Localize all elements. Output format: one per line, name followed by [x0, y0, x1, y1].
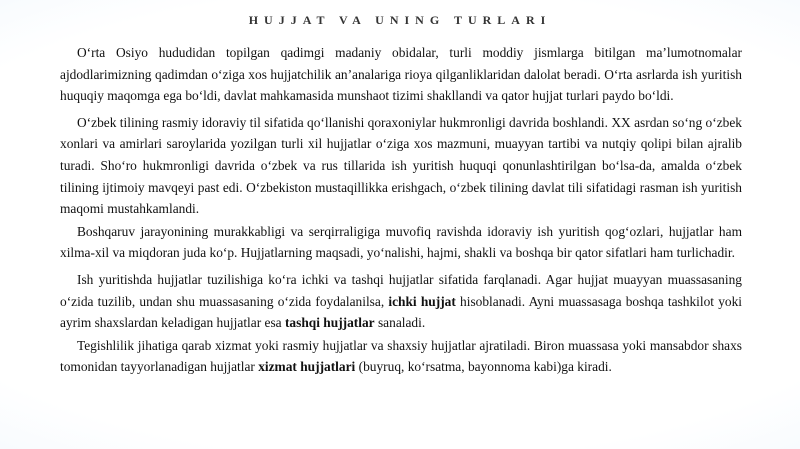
- paragraph-text: hisoblanadi. Ayni muassasaga boshqa tashkilot yoki ayrim shaxslardan keladigan hujjatlar esa: [60, 293, 742, 331]
- term-internal-document: ichki hujjat: [388, 293, 456, 309]
- paragraph-text: Tegishlilik jihatiga qarab xizmat yoki rasmiy hujjatlar va shaxsiy hujjatlar ajratiladi. Biron muassasa yoki mansabdor shaxs tomonidan tayyorlanadigan hujjatlar: [60, 337, 742, 375]
- paragraph-text: sanaladi.: [374, 315, 426, 331]
- paragraph-text: O‘rta Osiyo hududidan topilgan qadimgi madaniy obidalar, turli moddiy jismlarga bitilgan ma’lumotnomalar ajdodlarimizning qadimdan o‘ziga xos hujjatchilik an’analariga rioya qilganliklaridan dalolat beradi. O‘rta asrlarda ish yuritish huquqiy maqomga ega bo‘ldi, davlat mahkamasida munshaot tizimi shakllandi va qator hujjat turlari paydo bo‘ldi.: [60, 45, 742, 104]
- paragraph-text: Boshqaruv jarayonining murakkabligi va serqirraligiga muvofiq ravishda idoraviy ish yuritish qog‘ozlari, hujjatlar ham xilma-xil va miqdoran juda ko‘p. Hujjatlarning maqsadi, yo‘nalishi, hajmi, shakli va boshqa bir qator sifatlari ham turlichadir.: [60, 223, 742, 261]
- paragraph-text: (buyruq, ko‘rsatma, bayonnoma kabi)ga kiradi.: [355, 359, 612, 375]
- term-service-documents: xizmat hujjatlari: [258, 359, 356, 375]
- paragraph-text: O‘zbek tilining rasmiy idoraviy til sifatida qo‘llanishi qoraxoniylar hukmronligi davrida boshlandi. XX asrdan so‘ng o‘zbek xonlari va amirlari saroylarida yozilgan turli xil hujjatlar o‘ziga xos mazmuni, muayyan tartibi va nutqiy qolipi bilan ajralib turadi. Sho‘ro hukmronligi davrida o‘zbek va rus tillarida ish yuritish huquqi qonunlashtirilgan bo‘lsa-da, amalda o‘zbek tilining ijtimoiy mavqeyi past edi. O‘zbekiston mustaqillikka erishgach, o‘zbek tilining davlat tili sifatidagi rasman ish yuritish maqomi mustahkamlandi.: [60, 114, 742, 217]
- paragraph-management: [60, 221, 742, 264]
- paragraph-internal-external: [60, 269, 742, 334]
- document-title: HUJJAT VA UNING TURLARI: [248, 13, 552, 27]
- paragraph-history: [60, 42, 742, 107]
- term-external-documents: tashqi hujjatlar: [284, 315, 375, 331]
- paragraph-text: Ish yuritishda hujjatlar tuzilishiga ko‘ra ichki va tashqi hujjatlar sifatida farqlanadi. Agar hujjat muayyan muassasaning o‘zida tuzilib, undan shu muassasaning o‘zida foydalanilsa,: [60, 271, 742, 309]
- document-body: [60, 42, 742, 378]
- paragraph-service-documents: [60, 335, 742, 378]
- paragraph-uzbek-language: [60, 112, 742, 220]
